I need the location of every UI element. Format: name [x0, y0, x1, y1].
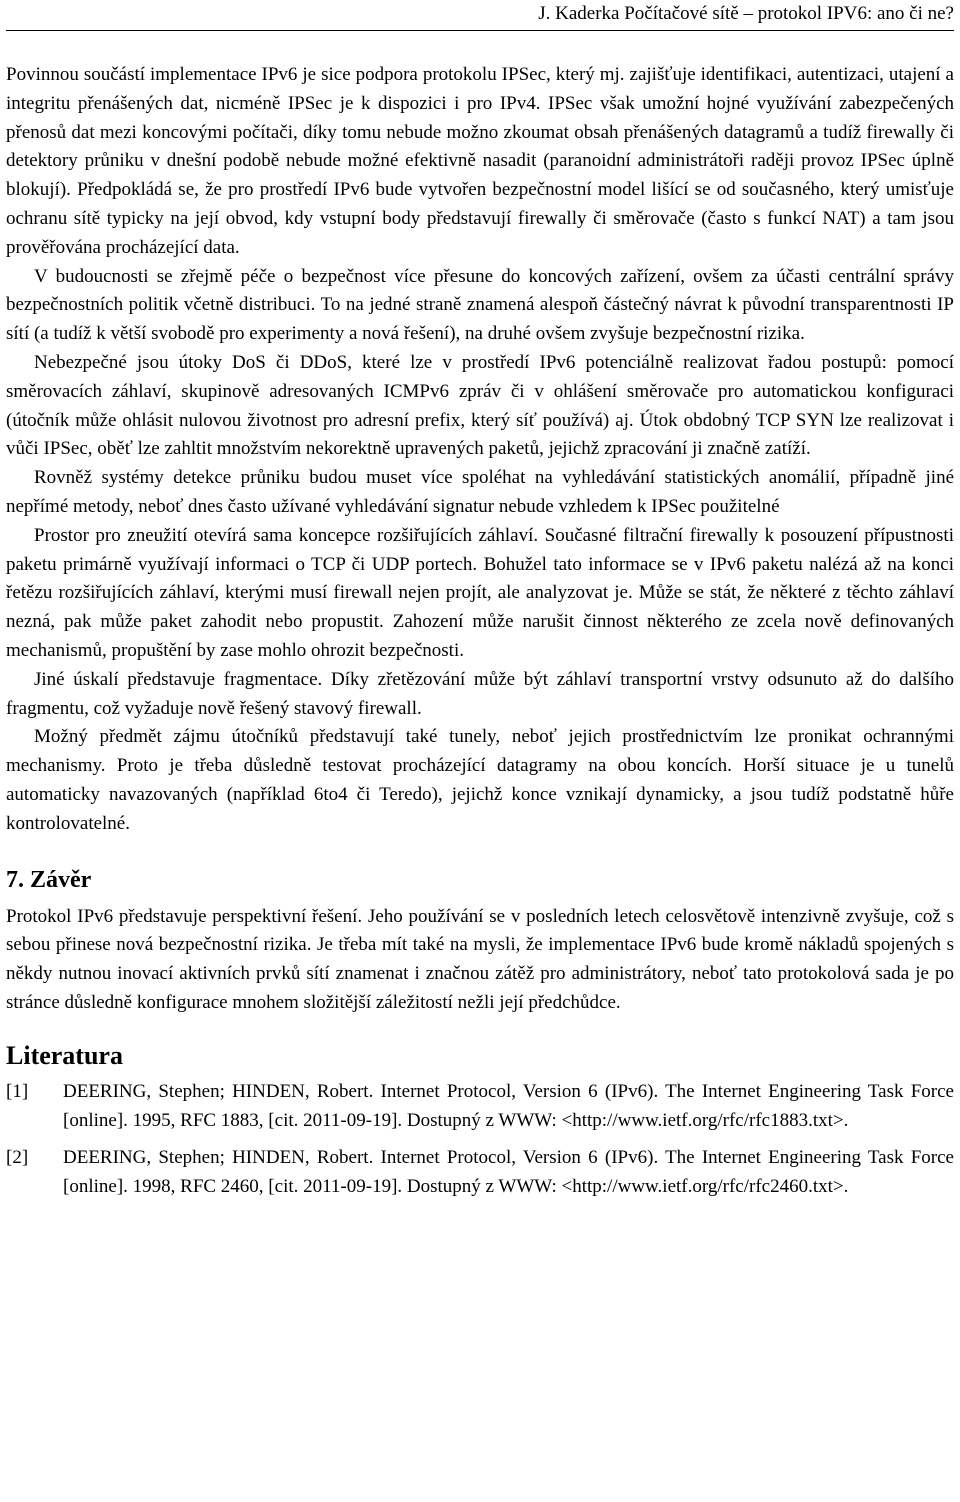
paragraph-fragmentation: Jiné úskalí představuje fragmentace. Díky zřetězování může být záhlaví transportní vrstvy odsunuto až do dalšího fragmentu, což vyžaduje nově řešený stavový firewall. — [6, 668, 954, 719]
reference-text: DEERING, Stephen; HINDEN, Robert. Internet Protocol, Version 6 (IPv6). The Internet Engineering Task Force [online]. 1995, RFC 1883, [cit. 2011-09-19]. Dostupný z WWW: <http://www.ietf.org/rfc/rfc1883.txt>. — [63, 1080, 954, 1131]
reference-number: [1] — [6, 1080, 29, 1102]
paragraph-extension-headers: Prostor pro zneužití otevírá sama koncepce rozšiřujících záhlaví. Současné filtrační firewally k posouzení přípustnosti paketu primárně využívají informaci o TCP či UDP portech. Bohužel tato informace se v IPv6 paketu nalézá až na konci řetězu rozšiřujících záhlaví, kterými musí firewall nejen projít, ale analyzovat je. Může se stát, že některé z těchto záhlaví nezná, pak může paket zahodit nebo propustit. Zahození může narušit činnost některého ze zcela nově definovaných mechanismů, propuštění by zase mohlo ohrozit bezpečnosti. — [6, 524, 954, 661]
reference-number: [2] — [6, 1147, 29, 1169]
conclusion-paragraph: Protokol IPv6 představuje perspektivní řešení. Jeho používání se v posledních letech celosvětově intenzivně zvyšuje, což s sebou přinese nová bezpečnostní rizika. Je třeba mít také na mysli, že implementace IPv6 bude kromě nákladů spojených s někdy nutnou inovací aktivních prvků sítí znamenat i značnou zátěž pro administrátory, neboť tato protokolová sada je po stránce důsledně konfigurace mnohem složitější záležitostí nežli její předchůdce. — [6, 905, 954, 1013]
paragraph-future-security: V budoucnosti se zřejmě péče o bezpečnost více přesune do koncových zařízení, ovšem za účasti centrální správy bezpečnostních politik včetně distribuci. To na jedné straně znamená alespoň částečný návrat k původní transparentnosti IP sítí (a tudíž k větší svobodě pro experimenty a nová řešení), na druhé ovšem zvyšuje bezpečnostní rizika. — [6, 265, 954, 345]
paragraph-intrusion-detection: Rovněž systémy detekce průniku budou muset více spoléhat na vyhledávání statistických anomálií, případně jiné nepřímé metody, neboť dnes často užívané vyhledávání signatur nebude vzhledem k IPSec použitelné — [6, 467, 954, 517]
paragraph-dos-attacks: Nebezpečné jsou útoky DoS či DDoS, které lze v prostředí IPv6 potenciálně realizovat řadou postupů: pomocí směrovacích záhlaví, skupinově adresovaných ICMPv6 zpráv či v ohlášení směrovače pro automatickou konfiguraci (útočník může ohlásit nulovou životnost pro adresní prefix, který síť používá) aj. Útok obdobný TCP SYN lze realizovat i vůči IPSec, oběť lze zahltit množstvím nekorektně upravených paketů, jejichž zpracování ji značně zatíží. — [6, 351, 954, 460]
paragraph-tunnels: Možný předmět zájmu útočníků představují také tunely, neboť jejich prostřednictvím lze pronikat ochrannými mechanismy. Proto je třeba důsledně testovat procházející datagramy na obou koncích. Horší situace je u tunelů automaticky navazovaných (například 6to4 či Teredo), jejichž konce vznikají dynamicky, a jsou tudíž podstatně hůře kontrolovatelné. — [6, 726, 954, 834]
reference-text: DEERING, Stephen; HINDEN, Robert. Internet Protocol, Version 6 (IPv6). The Internet Engineering Task Force [online]. 1998, RFC 2460, [cit. 2011-09-19]. Dostupný z WWW: <http://www.ietf.org/rfc/rfc2460.txt>. — [63, 1147, 954, 1198]
conclusion-heading: 7. Závěr — [6, 866, 92, 893]
running-header: J. Kaderka Počítačové sítě – protokol IPV6: ano či ne? — [6, 0, 954, 31]
document-page — [6, 0, 954, 1211]
paragraph-ipsec: Povinnou součástí implementace IPv6 je sice podpora protokolu IPSec, který mj. zajišťuje identifikaci, autentizaci, utajení a integritu přenášených dat, nicméně IPSec je k dispozici i pro IPv4. IPSec však umožní hojné využívání zabezpečených přenosů dat mezi koncovými počítači, díky tomu nebude možno zkoumat obsah přenášených datagramů a tudíž firewally či detektory průniku v dnešní podobě nebude možné efektivně nasadit (paranoidní administrátoři raději provoz IPSec úplně blokují). Předpokládá se, že pro prostředí IPv6 bude vytvořen bezpečnostní model lišící se od současného, který umisťuje ochranu sítě typicky na její obvod, kdy vstupní body představují firewally či směrovače (často s funkcí NAT) a tam jsou prověřována procházející data. — [6, 64, 954, 258]
literature-heading: Literatura — [6, 1040, 123, 1070]
reference-item — [6, 1078, 954, 1136]
reference-item — [6, 1144, 954, 1202]
